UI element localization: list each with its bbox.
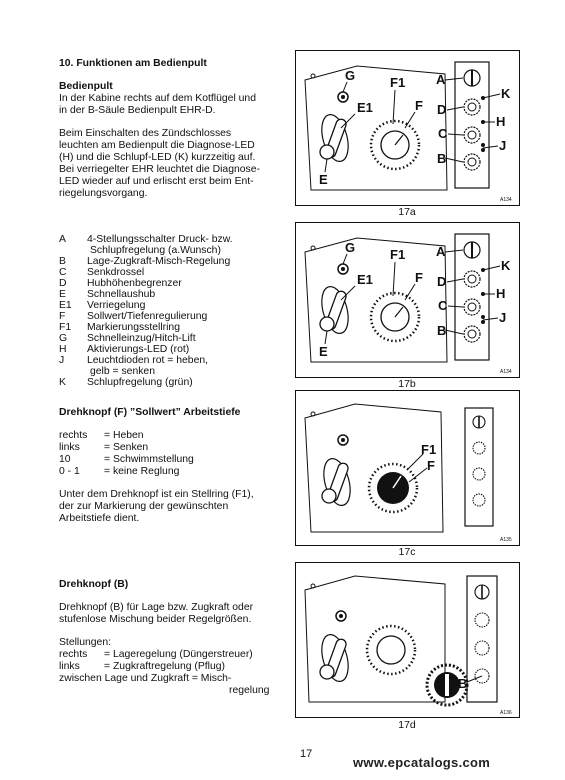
- value-row: rechts = Heben: [59, 430, 144, 441]
- label-E: E: [319, 344, 328, 359]
- subsection-title: Drehknopf (B): [59, 579, 129, 590]
- figure-17b: [295, 222, 520, 378]
- subsection-title: Drehknopf (F) ”Sollwert” Arbeitstiefe: [59, 407, 241, 418]
- figure-caption: 17b: [398, 378, 416, 390]
- label-F: F: [427, 458, 435, 473]
- paragraph-line: Bei verriegelter EHR leuchtet die Diagnose-: [59, 164, 260, 175]
- section-title: 10. Funktionen am Bedienpult: [59, 58, 207, 69]
- label-A: A: [436, 244, 446, 259]
- paragraph-line: LED wieder auf und erlischt erst beim Ent-: [59, 176, 254, 187]
- legend-item: F Sollwert/Tiefenregulierung: [59, 311, 208, 322]
- paragraph-line: der zur Markierung der gewünschten: [59, 501, 229, 512]
- legend-item: A 4-Stellungsschalter Druck- bzw.: [59, 234, 233, 245]
- figure-caption: 17c: [398, 546, 416, 558]
- value-row: links = Senken: [59, 442, 149, 453]
- legend-item: B Lage-Zugkraft-Misch-Regelung: [59, 256, 231, 267]
- watermark: www.epcatalogs.com: [353, 755, 491, 770]
- figure-17c: [295, 390, 520, 546]
- paragraph-line: in der B-Säule Bedienpult EHR-D.: [59, 105, 216, 116]
- label-D: D: [437, 102, 447, 117]
- label-E1: E1: [357, 100, 373, 115]
- legend-item: E1 Verriegelung: [59, 300, 146, 311]
- paragraph-line: In der Kabine rechts auf dem Kotflügel und: [59, 93, 256, 104]
- label-G: G: [345, 240, 356, 255]
- paragraph-line: stufenlose Mischung beider Regelgrößen.: [59, 614, 252, 625]
- label-E: E: [319, 172, 328, 187]
- figure-code: A134: [500, 197, 512, 203]
- label-B: B: [437, 151, 447, 166]
- legend-item: K Schlupfregelung (grün): [59, 377, 193, 388]
- label-J: J: [499, 138, 507, 153]
- subsection-title: Bedienpult: [59, 81, 113, 92]
- legend-item: G Schnelleinzug/Hitch-Lift: [59, 333, 196, 344]
- figure-code: A134: [500, 369, 512, 375]
- label-H: H: [496, 286, 506, 301]
- figure-caption: 17d: [398, 719, 416, 731]
- legend-item: F1 Markierungsstellring: [59, 322, 180, 333]
- label-C: C: [438, 126, 448, 141]
- label-J: J: [499, 310, 507, 325]
- legend-item: J Leuchtdioden rot = heben,: [59, 355, 209, 366]
- legend-item: E Schnellaushub: [59, 289, 156, 300]
- figure-code: A135: [500, 537, 512, 543]
- label-E1: E1: [357, 272, 373, 287]
- figure-17a: [295, 50, 520, 206]
- label-K: K: [501, 258, 511, 273]
- label-F1: F1: [390, 247, 406, 262]
- paragraph-line: Beim Einschalten des Zündschlosses: [59, 128, 232, 139]
- value-row: rechts = Lageregelung (Düngerstreuer): [59, 649, 253, 660]
- paragraph-line: Stellungen:: [59, 637, 111, 648]
- label-B: B: [458, 676, 468, 691]
- paragraph-line: riegelungsvorgang.: [59, 188, 148, 199]
- paragraph-line: regelung: [229, 685, 270, 696]
- paragraph-line: zwischen Lage und Zugkraft = Misch-: [59, 673, 232, 684]
- page-number: 17: [300, 748, 313, 760]
- value-row: links = Zugkraftregelung (Pflug): [59, 661, 225, 672]
- legend-item: C Senkdrossel: [59, 267, 145, 278]
- legend-item: H Aktivierungs-LED (rot): [59, 344, 190, 355]
- label-F1: F1: [390, 75, 406, 90]
- value-row: 10 = Schwimmstellung: [59, 454, 194, 465]
- label-B: B: [437, 323, 447, 338]
- label-F: F: [415, 270, 423, 285]
- label-A: A: [436, 72, 446, 87]
- figure-code: A136: [500, 710, 512, 716]
- figure-17d: [295, 562, 520, 718]
- label-K: K: [501, 86, 511, 101]
- value-row: 0 - 1 = keine Reglung: [59, 466, 180, 477]
- legend-item-continuation: gelb = senken: [90, 366, 155, 377]
- legend-item-continuation: Schlupfregelung (a.Wunsch): [90, 245, 221, 256]
- figure-caption: 17a: [398, 206, 416, 218]
- legend-item: D Hubhöhenbegrenzer: [59, 278, 182, 289]
- label-G: G: [345, 68, 356, 83]
- paragraph-line: Arbeitstiefe dient.: [59, 513, 140, 524]
- paragraph-line: leuchten am Bedienpult die Diagnose-LED: [59, 140, 255, 151]
- label-F: F: [415, 98, 423, 113]
- label-F1: F1: [421, 442, 437, 457]
- paragraph-line: Drehknopf (B) für Lage bzw. Zugkraft oder: [59, 602, 254, 613]
- label-C: C: [438, 298, 448, 313]
- label-H: H: [496, 114, 506, 129]
- paragraph-line: Unter dem Drehknopf ist ein Stellring (F1),: [59, 489, 254, 500]
- label-D: D: [437, 274, 447, 289]
- paragraph-line: (H) und die Schlupf-LED (K) kurzzeitig auf.: [59, 152, 256, 163]
